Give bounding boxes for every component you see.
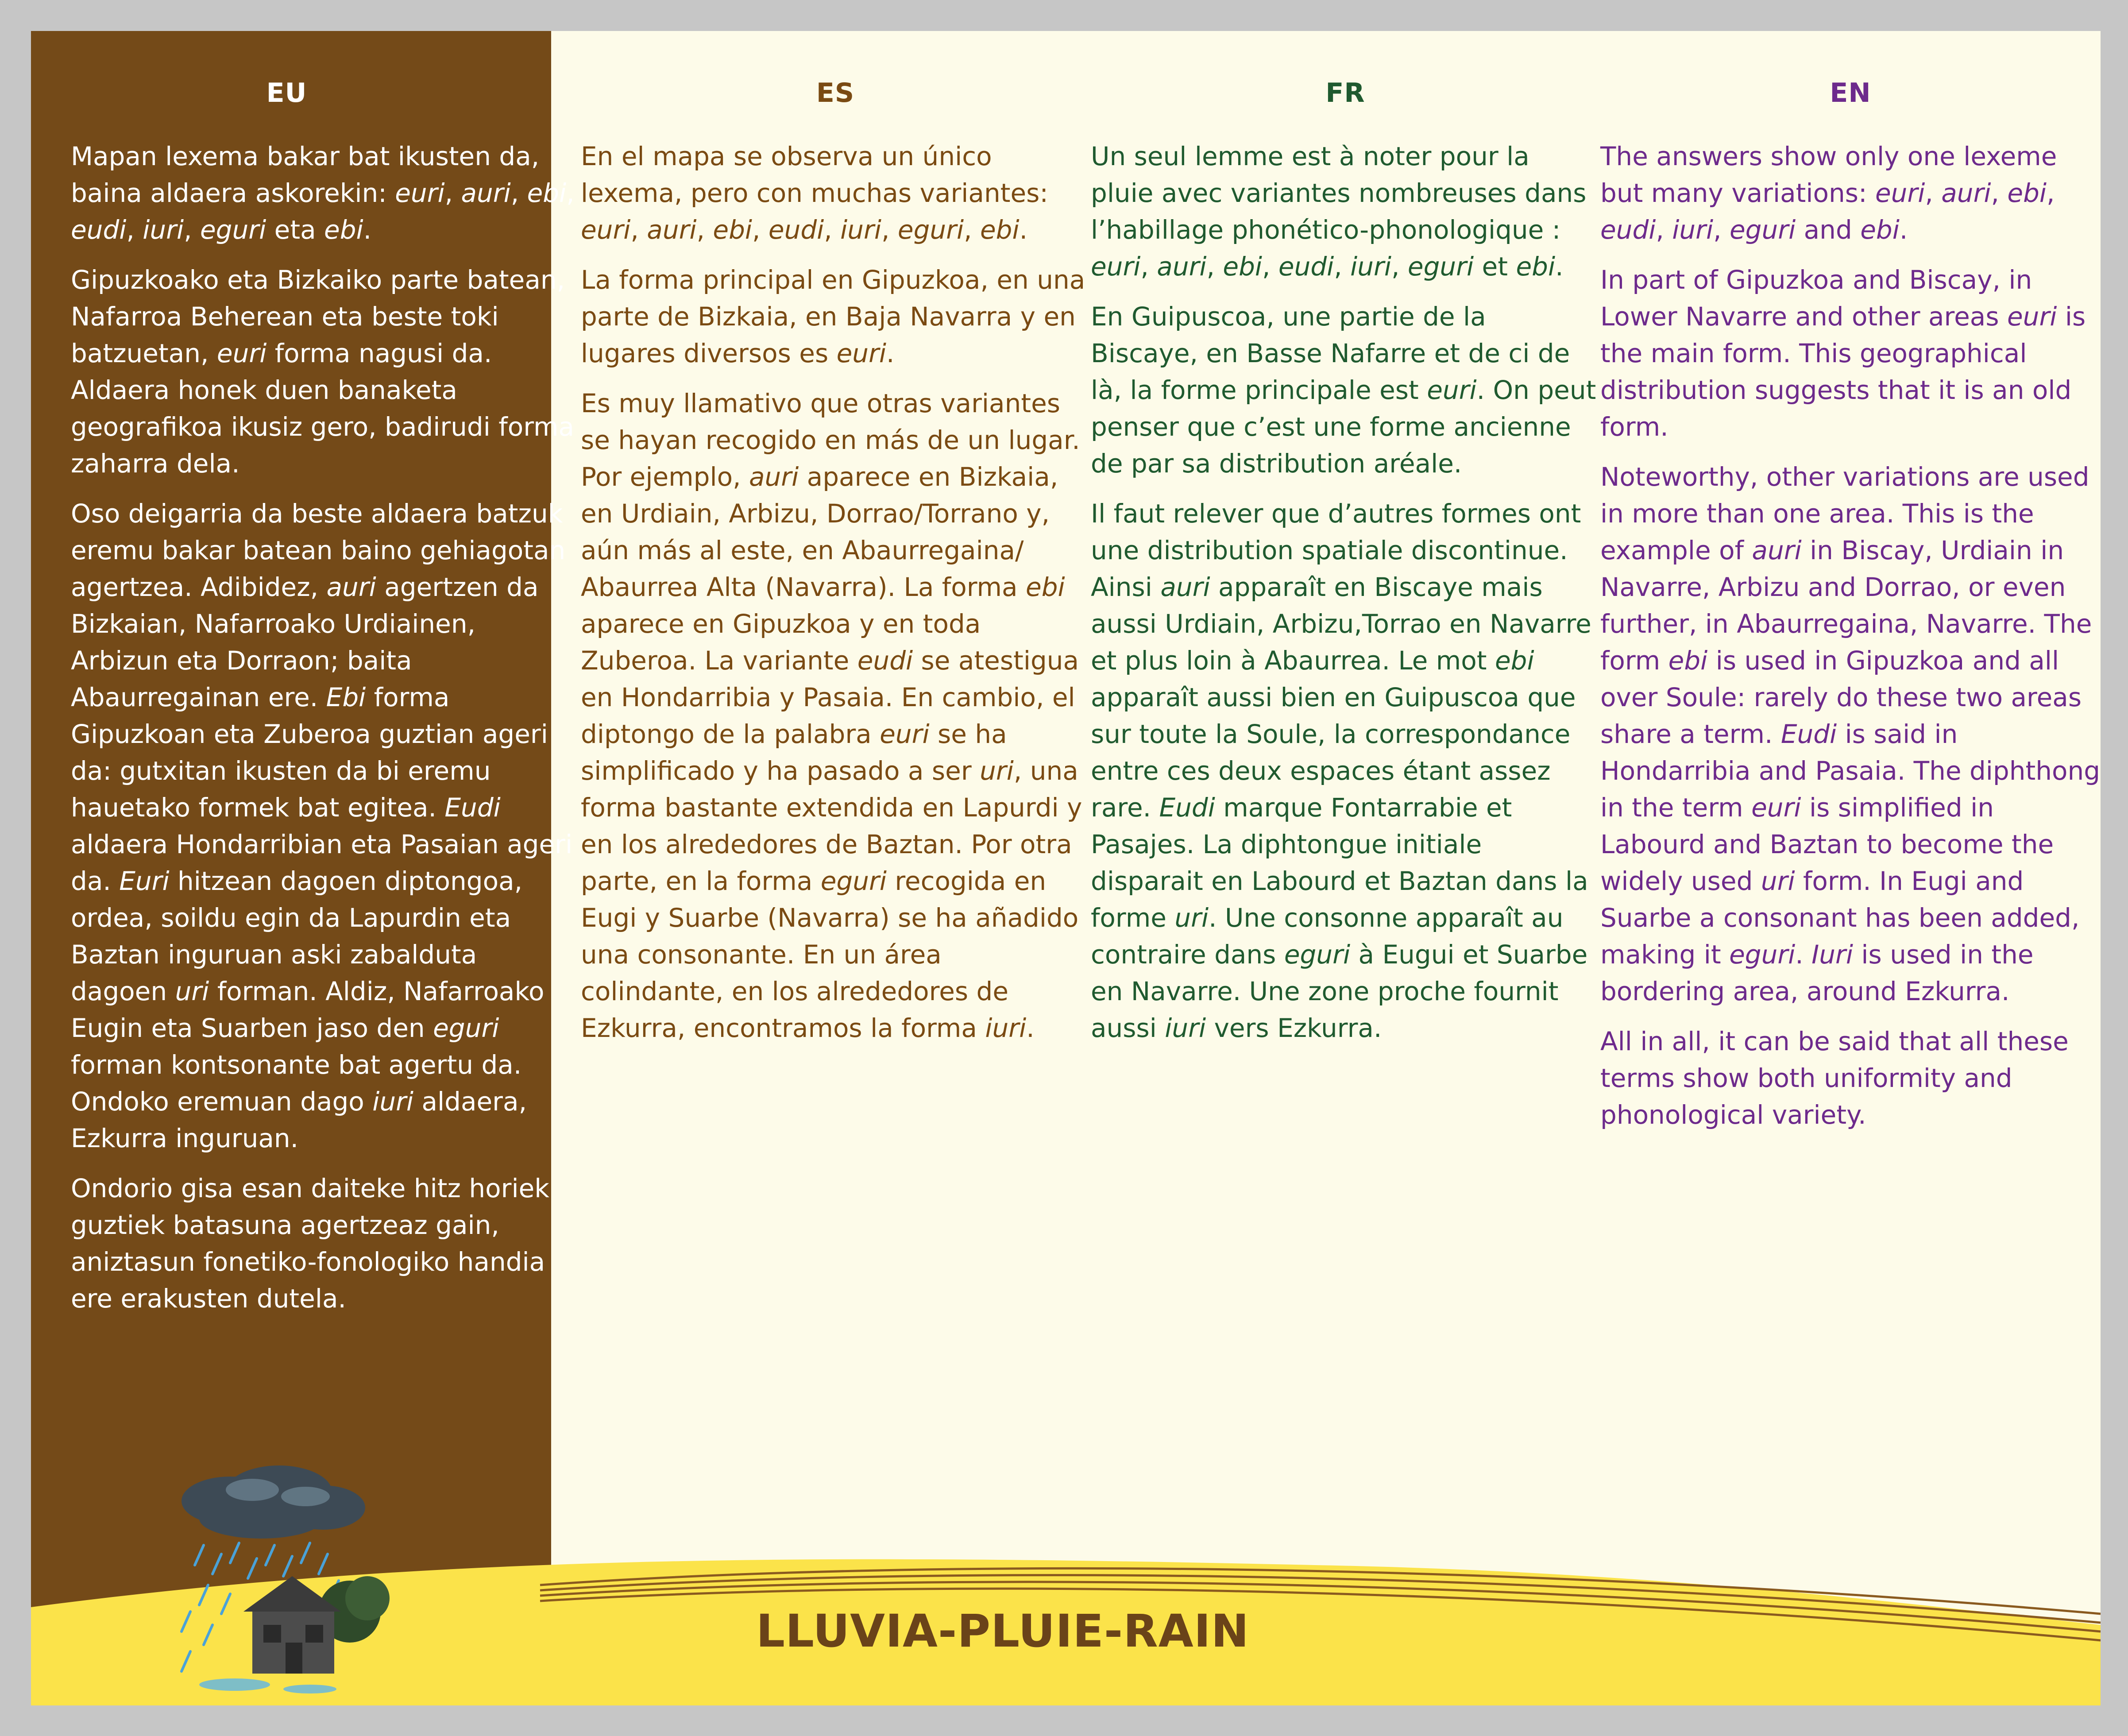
text-run: Oso deigarria da beste aldaera batzuk eremu bakar batean baino gehiagotan agertzea. Adibidez, [71, 499, 566, 602]
text-run: se atestigua en Hondarribia y Pasaia. En cambio, el diptongo de la palabra [581, 646, 1079, 749]
text-run: , [566, 178, 575, 208]
text-run: aldaera Hondarribian eta Pasaian ageri da. [71, 829, 573, 896]
italic-term: uri [175, 976, 209, 1006]
text-run: La forma principal en Gipuzkoa, en una parte de Bizkaia, en Baja Navarra y en lugares diversos es [581, 265, 1085, 368]
text-run: , [881, 215, 898, 245]
italic-term: euri [395, 178, 445, 208]
text-run: , [1334, 251, 1351, 282]
italic-term: ebi [713, 215, 753, 245]
italic-term: euri [1091, 251, 1141, 282]
rain-cloud-house-icon [164, 1465, 412, 1696]
italic-term: uri [1174, 903, 1209, 933]
text-run: et [1474, 251, 1516, 282]
text-run: . [1899, 215, 1908, 245]
text-run: is used in Gipuzkoa and all over Soule: rarely do these two areas share a term. [1600, 646, 2082, 749]
text-run: . [363, 215, 372, 245]
text-run: forman. Aldiz, Nafarroako Eugin eta Suarben jaso den [71, 976, 545, 1043]
text-run: , [184, 215, 200, 245]
text-run: , [964, 215, 980, 245]
italic-term: ebi [1495, 646, 1534, 676]
italic-term: ebi [980, 215, 1020, 245]
italic-term: ebi [1516, 251, 1556, 282]
italic-term: Eudi [1780, 719, 1837, 749]
text-run: forma Gipuzkoan eta Zuberoa guztian ageri da: gutxitan ikusten da bi eremu hauetako formek bat egitea. [71, 682, 548, 823]
text-run: is used in the bordering area, around Ezkurra. [1600, 940, 2034, 1006]
text-run: form. In Eugi and Suarbe a consonant has been added, making it [1600, 866, 2080, 970]
italic-term: auri [1752, 535, 1802, 565]
text-run: agertzen da Bizkaian, Nafarroako Urdiainen, Arbizun eta Dorraon; baita Abaurregainan ere. [71, 572, 539, 712]
text-run: , [1925, 178, 1942, 208]
italic-term: iuri [1165, 1013, 1206, 1043]
italic-term: eguri [820, 866, 887, 896]
italic-term: euri [2007, 302, 2057, 332]
italic-term: auri [647, 215, 697, 245]
text-run: The answers show only one lexeme but many variations: [1600, 141, 2057, 208]
text-run: . [1026, 1013, 1035, 1043]
text-run: In part of Gipuzkoa and Biscay, in Lower Navarre and other areas [1600, 265, 2032, 332]
italic-term: iuri [840, 215, 882, 245]
text-run: . [1555, 251, 1564, 282]
italic-term: eudi [1278, 251, 1334, 282]
text-run: , [1713, 215, 1730, 245]
italic-term: euri [581, 215, 631, 245]
text-run: , [444, 178, 461, 208]
italic-term: iuri [143, 215, 184, 245]
italic-term: iuri [1350, 251, 1392, 282]
text-run: aparece en Gipuzkoa y en toda Zuberoa. La variante [581, 609, 981, 676]
italic-term: Eudi [444, 793, 501, 823]
italic-term: eguri [433, 1013, 499, 1043]
italic-term: Iuri [1811, 940, 1853, 970]
text-run: . [1795, 940, 1812, 970]
italic-term: ebi [2007, 178, 2047, 208]
text-run: . On peut penser que c’est une forme ancienne de par sa distribution aréale. [1091, 375, 1596, 479]
italic-term: euri [1427, 375, 1477, 405]
text-run: Il faut relever que d’autres formes ont une distribution spatiale discontinue. Ainsi [1091, 499, 1581, 602]
italic-term: iuri [372, 1086, 414, 1117]
italic-term: eguri [1729, 940, 1796, 970]
page-frame [31, 31, 2101, 1705]
text-run: All in all, it can be said that all these terms show both uniformity and phonological variety. [1600, 1026, 2069, 1130]
text-run: apparaît aussi bien en Guipuscoa que sur toute la Soule, la correspondance entre ces deux espaces étant assez rare. [1091, 682, 1576, 823]
text-run: recogida en Eugi y Suarbe (Navarra) se ha añadido una consonante. En un área colindante, en los alrededores de Ezkurra, encontramos la forma [581, 866, 1079, 1043]
italic-term: auri [749, 462, 799, 492]
italic-term: uri [980, 756, 1014, 786]
text-run: . [886, 338, 895, 368]
text-run: is simplified in Labourd and Baztan to become the widely used [1600, 793, 2054, 896]
italic-term: ebi [324, 215, 363, 245]
italic-term: ebi [1860, 215, 1900, 245]
text-run: . Une consonne apparaît au contraire dans [1091, 903, 1564, 970]
text-run: . [1019, 215, 1028, 245]
italic-term: euri [880, 719, 930, 749]
text-run: , [1991, 178, 2008, 208]
text-run: apparaît en Biscaye mais aussi Urdiain, Arbizu,Torrao en Navarre et plus loin à Abaurrea. Le mot [1091, 572, 1591, 676]
text-run: , [752, 215, 769, 245]
italic-term: eguri [200, 215, 266, 245]
italic-term: euri [1875, 178, 1925, 208]
text-run: à Eugui et Suarbe en Navarre. Une zone proche fournit aussi [1091, 940, 1588, 1043]
text-run: , [510, 178, 527, 208]
italic-term: ebi [1223, 251, 1263, 282]
italic-term: auri [1941, 178, 1991, 208]
italic-term: Euri [119, 866, 170, 896]
column-heading-fr: FR [1325, 77, 1365, 108]
column-heading-en: EN [1830, 77, 1871, 108]
text-run: is said in Hondarribia and Pasaia. The diphthong in the term [1600, 719, 2101, 823]
text-run: , [1391, 251, 1408, 282]
italic-term: eguri [1729, 215, 1796, 245]
italic-term: euri [1751, 793, 1801, 823]
text-run: , [1656, 215, 1672, 245]
text-run: se ha simplificado y ha pasado a ser [581, 719, 1007, 786]
italic-term: Ebi [326, 682, 366, 712]
text-run: , [1262, 251, 1278, 282]
italic-term: eguri [897, 215, 964, 245]
text-run: En Guipuscoa, une partie de la Biscaye, en Basse Nafarre et de ci de là, la forme principale est [1091, 302, 1570, 405]
text-run: forma nagusi da. Aldaera honek duen banaketa geografikoa ikusiz gero, badirudi forma zaharra dela. [71, 338, 575, 479]
text-run: Ondorio gisa esan daiteke hitz horiek guztiek batasuna agertzeaz gain, aniztasun fonetiko-fonologiko handia ere erakusten dutela. [71, 1173, 549, 1314]
column-heading-eu: EU [266, 77, 307, 108]
italic-term: ebi [1026, 572, 1065, 602]
text-run: En el mapa se observa un único lexema, pero con muchas variantes: [581, 141, 1048, 208]
italic-term: eudi [1600, 215, 1656, 245]
text-run: vers Ezkurra. [1206, 1013, 1382, 1043]
footer-wave [31, 31, 2101, 1705]
text-run: , [1140, 251, 1157, 282]
italic-term: ebi [1668, 646, 1708, 676]
italic-term: uri [1761, 866, 1795, 896]
italic-term: Eudi [1159, 793, 1215, 823]
text-run: aldaera, Ezkurra inguruan. [71, 1086, 527, 1153]
text-run: , [1206, 251, 1223, 282]
text-run: hitzean dagoen diptongoa, ordea, soildu egin da Lapurdin eta Baztan inguruan aski zabalduta dagoen [71, 866, 523, 1006]
text-run: Es muy llamativo que otras variantes se hayan recogido en más de un lugar. Por ejemplo, [581, 388, 1080, 492]
italic-term: auri [461, 178, 511, 208]
text-run: aparece en Bizkaia, en Urdiain, Arbizu, Dorrao/Torrano y, aún más al este, en Abaurregaina/ Abaurrea Alta (Navarra). La forma [581, 462, 1058, 602]
text-run: Noteworthy, other variations are used in more than one area. This is the example of [1600, 462, 2089, 565]
text-run: marque Fontarrabie et Pasajes. La diphtongue initiale disparait en Labourd et Baztan dans la forme [1091, 793, 1588, 933]
italic-term: eudi [857, 646, 913, 676]
italic-term: eguri [1407, 251, 1474, 282]
text-run: , una forma bastante extendida en Lapurdi y en los alrededores de Baztan. Por otra parte, en la forma [581, 756, 1082, 896]
text-run: eta [266, 215, 324, 245]
text-run: , [630, 215, 647, 245]
text-run: in Biscay, Urdiain in Navarre, Arbizu and Dorrao, or even further, in Abaurregaina, Navarre. The form [1600, 535, 2092, 676]
italic-term: auri [326, 572, 376, 602]
italic-term: auri [1160, 572, 1210, 602]
italic-term: euri [216, 338, 267, 368]
italic-term: eudi [71, 215, 127, 245]
text-run: , [696, 215, 713, 245]
text-run: , [824, 215, 841, 245]
text-run: forman kontsonante bat agertu da. Ondoko eremuan dago [71, 1050, 522, 1117]
italic-term: eguri [1284, 940, 1351, 970]
italic-term: eudi [768, 215, 824, 245]
text-run: and [1796, 215, 1861, 245]
italic-term: iuri [1672, 215, 1714, 245]
italic-term: euri [836, 338, 887, 368]
text-run: Un seul lemme est à noter pour la pluie avec variantes nombreuses dans l’habillage phonético-phonologique : [1091, 141, 1587, 245]
italic-term: ebi [527, 178, 567, 208]
text-run: Gipuzkoako eta Bizkaiko parte batean, Nafarroa Beherean eta beste toki batzuetan, [71, 265, 565, 368]
footer-title: LLUVIA-PLUIE-RAIN [756, 1605, 1250, 1658]
text-run: , [126, 215, 143, 245]
italic-term: auri [1157, 251, 1207, 282]
text-run: is the main form. This geographical distribution suggests that it is an old form. [1600, 302, 2086, 442]
column-heading-es: ES [816, 77, 855, 108]
italic-term: iuri [985, 1013, 1027, 1043]
text-run: , [2047, 178, 2055, 208]
text-run: Mapan lexema bakar bat ikusten da, baina aldaera askorekin: [71, 141, 540, 208]
